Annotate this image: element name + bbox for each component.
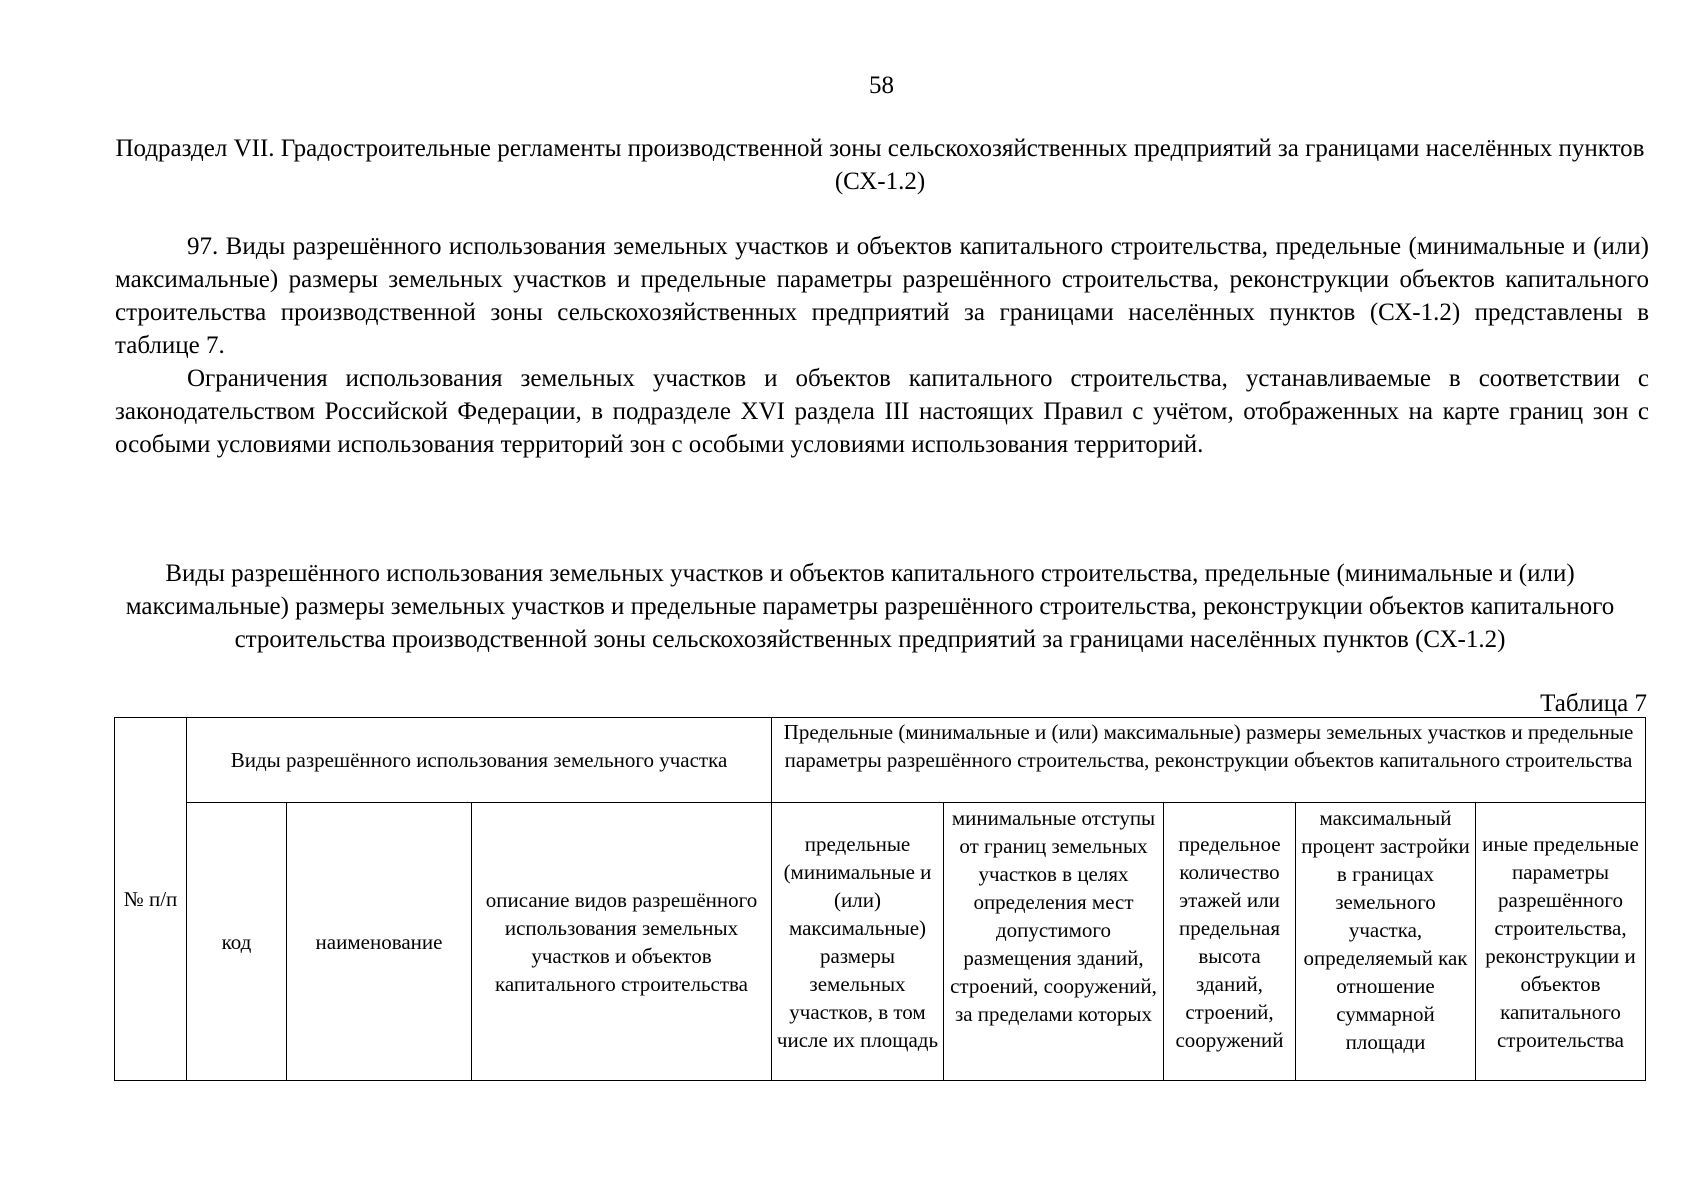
header-group-permitted-uses <box>187 718 772 803</box>
header-name <box>287 803 472 1081</box>
header-description-label: описание видов разрешённого использования земельных участков и объектов капитального строительства <box>485 887 758 996</box>
header-description <box>472 803 772 1081</box>
table-caption: Виды разрешённого использования земельных участков и объектов капитального строительства, предельные (минимальные и (или) максимальные) размеры земельных участков и предельные параметры разрешённого строительства, реконструкции объектов капитального строительства производственной зоны сельскохозяйственных предприятий за границами населённых пунктов (СХ-1.2) <box>125 560 1615 653</box>
page-number: 58 <box>869 72 894 99</box>
paragraph-restrictions <box>115 362 1649 461</box>
table-header-row-bottom <box>115 803 1646 1081</box>
header-group-permitted-uses-label: Виды разрешённого использования земельного участка <box>230 748 728 772</box>
header-name-label: наименование <box>315 929 443 954</box>
table-header-row-top <box>115 718 1646 803</box>
table-number: Таблица 7 <box>1540 690 1647 717</box>
header-plot-size <box>772 803 944 1081</box>
header-group-limit-parameters <box>772 718 1646 803</box>
header-coverage <box>1296 803 1476 1081</box>
header-code <box>187 803 287 1081</box>
header-number-label: № п/п <box>123 887 178 911</box>
header-setbacks-clip <box>945 804 1162 1079</box>
header-floors-label: предельное количество этажей или предельная высота зданий, строений, сооружений <box>1175 831 1284 1052</box>
header-other-parameters <box>1476 803 1646 1081</box>
regulations-table <box>114 717 1646 1081</box>
paragraph-text: 97. Виды разрешённого использования земельных участков и объектов капитального строительства, предельные (минимальные и (или) максимальные) размеры земельных участков и предельные параметры разрешённого строительства, реконструкции объектов капитального строительства производственной зоны сельскохозяйственных предприятий за границами населённых пунктов (СХ-1.2) представлены в таблице 7. <box>115 233 1649 359</box>
header-group-limit-parameters-label: Предельные (минимальные и (или) максимальные) размеры земельных участков и предельные параметры разрешённого строительства, реконструкции объектов капитального строительства <box>783 720 1634 772</box>
header-setbacks-label: минимальные отступы от границ земельных участков в целях определения мест допустимого размещения зданий, строений, сооружений, за пределами которых <box>950 806 1157 1026</box>
paragraph-97 <box>115 230 1649 362</box>
subsection-heading: Подраздел VII. Градостроительные регламенты производственной зоны сельскохозяйственных предприятий за границами населённых пунктов (СХ-1.2) <box>115 135 1645 195</box>
header-code-label: код <box>221 929 252 954</box>
header-plot-size-label: предельные (минимальные и (или) максимальные) размеры земельных участков, в том числе их площадь <box>776 831 939 1052</box>
header-floors <box>1164 803 1296 1081</box>
header-other-parameters-label: иные предельные параметры разрешённого строительства, реконструкции и объектов капитального строительства <box>1482 831 1639 1052</box>
header-coverage-clip <box>1297 804 1474 1079</box>
header-number <box>115 718 187 1081</box>
paragraph-text: Ограничения использования земельных участков и объектов капитального строительства, устанавливаемые в соответствии с законодательством Российской Федерации, в подразделе XVI раздела III настоящих Правил с учётом, отображенных на карте границ зон с особыми условиями использования территорий зон с особыми условиями использования территорий. <box>115 365 1649 458</box>
header-coverage-label: максимальный процент застройки в границах земельного участка, определяемый как отношение суммарной площади <box>1301 806 1470 1054</box>
header-setbacks <box>944 803 1164 1081</box>
